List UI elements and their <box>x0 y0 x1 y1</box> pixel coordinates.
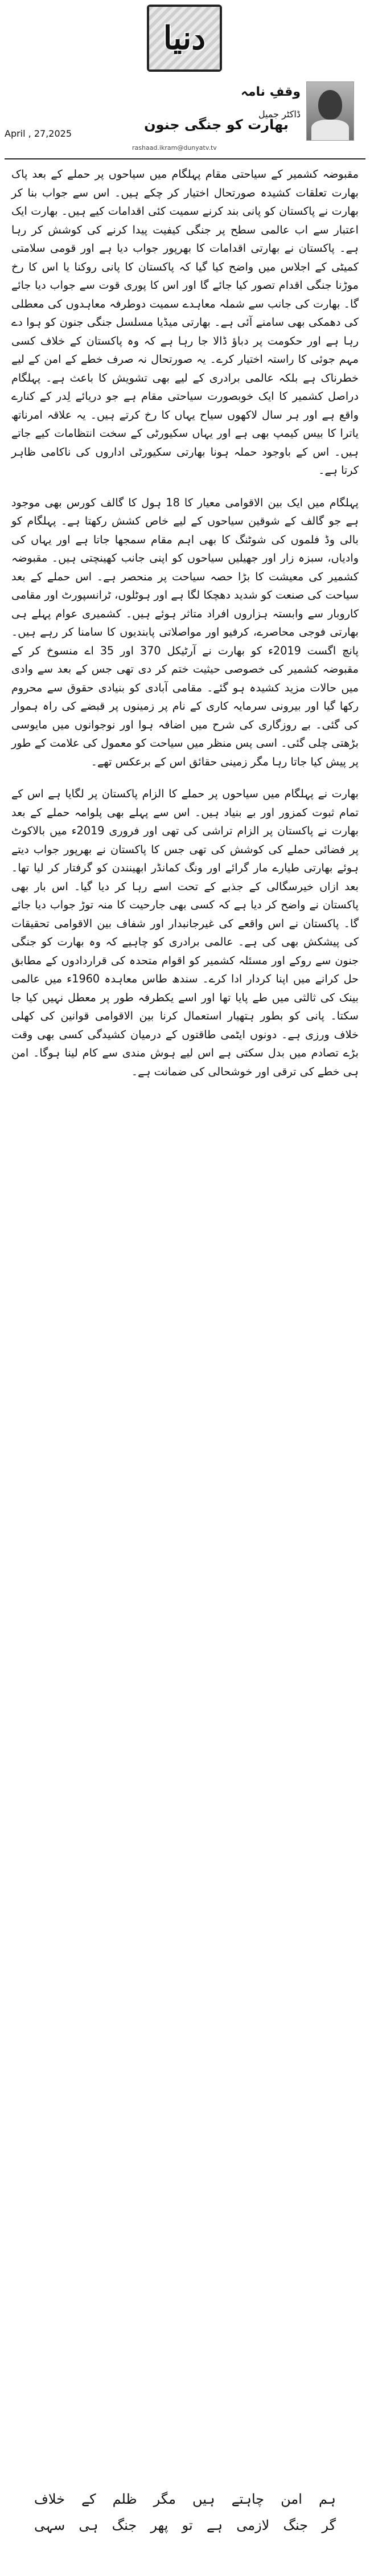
column-header <box>0 77 370 157</box>
author-body <box>311 120 349 140</box>
column-name: وقفِ نامہ <box>241 85 301 99</box>
article-paragraph: مقبوضہ کشمیر کے سیاحتی مقام پہلگام میں سیاحوں پر حملے کے بعد پاک بھارت تعلقات کشیدہ صورتحال اختیار کر چکے ہیں۔ اس سے جواب بنا کر بھارت نے پاکستان کو پانی بند کرنے سمیت کئی اقدامات کیے ہیں۔ بھارت ایک اعتبار سے اب عالمی سطح پر جنگی کیفیت پیدا کرنے کی کوشش کر رہا ہے۔ پاکستان نے بھارتی اقدامات کا بھرپور جواب دیا ہے اور قومی سلامتی کمیٹی کے اجلاس میں واضح کیا گیا کہ پاکستان کا پانی روکنا یا اس کا رخ موڑنا جنگی اقدام تصور کیا جائے گا اور اس کا پوری قوت سے جواب دیا جائے گا۔ بھارت کی جانب سے شملہ معاہدے سمیت دوطرفہ معاہدوں کی معطلی کی دھمکی بھی سامنے آئی ہے۔ بھارتی میڈیا مسلسل جنگی جنون کو ہوا دے رہا ہے اور حکومت پر دباؤ ڈالا جا رہا ہے کہ وہ پاکستان کے خلاف کسی مہم جوئی کا راستہ اختیار کرے۔ یہ صورتحال نہ صرف خطے کے امن کے لیے خطرناک ہے بلکہ عالمی برادری کے لیے بھی تشویش کا باعث ہے۔ پہلگام دراصل کشمیر کا ایک خوبصورت سیاحتی مقام ہے جو دریائے لِدر کے کنارے واقع ہے اور ہر سال لاکھوں سیاح یہاں کا رخ کرتے ہیں۔ یہ علاقہ امرناتھ یاترا کا بیس کیمپ بھی ہے اور یہاں سکیورٹی کے سخت انتظامات کیے جاتے ہیں۔ اس کے باوجود حملہ ہونا بھارتی سکیورٹی اداروں کی ناکامی ظاہر کرتا ہے۔ <box>11 167 359 477</box>
author-name: ڈاکٹر جمیل <box>258 109 301 120</box>
closing-poem <box>34 2486 336 2538</box>
author-face <box>318 90 342 120</box>
author-email[interactable]: rashaad.ikram@dunyatv.tv <box>132 144 217 151</box>
article-body <box>11 165 359 1095</box>
logo-text: دنیا <box>163 19 206 57</box>
header-divider <box>5 158 365 159</box>
publish-date: April , 27,2025 <box>5 128 72 139</box>
logo-background <box>149 7 220 69</box>
author-photo <box>306 81 354 141</box>
article-paragraph: پہلگام میں ایک بین الاقوامی معیار کا 18 ہول کا گالف کورس بھی موجود ہے جو گالف کے شوقین سیاحوں کے لیے خاص کشش رکھتا ہے۔ پہلگام کو بالی وڈ فلموں کی شوٹنگ کا بھی اہم مقام سمجھا جاتا ہے اور یہاں کی وادیاں، سبزہ زار اور جھیلیں سیاحوں کو اپنی جانب کھینچتی ہیں۔ مقبوضہ کشمیر کی معیشت کا بڑا حصہ سیاحت پر منحصر ہے۔ اس حملے کے بعد سیاحت کی صنعت کو شدید دھچکا لگا ہے اور ہوٹلوں، ٹرانسپورٹ اور مقامی کاروبار سے وابستہ ہزاروں افراد متاثر ہوئے ہیں۔ کشمیری عوام پہلے ہی بھارتی فوجی محاصرے، کرفیو اور مواصلاتی پابندیوں کا سامنا کر رہے ہیں۔ پانچ اگست 2019ء کو بھارت نے آرٹیکل 370 اور 35 اے منسوخ کر کے مقبوضہ کشمیر کی خصوصی حیثیت ختم کر دی تھی جس کے بعد سے وادی میں حالات مزید کشیدہ ہو گئے۔ مقامی آبادی کو بنیادی حقوق سے محروم رکھا گیا اور بیرونی سرمایہ کاری کے نام پر زمینوں پر قبضے کی راہ ہموار کی گئی۔ بے روزگاری کی شرح میں اضافہ ہوا اور نوجوانوں میں مایوسی بڑھتی چلی گئی۔ اسی پس منظر میں سیاحت کو معمول کی علامت کے طور پر پیش کیا جاتا رہا مگر زمینی حقائق اس کے برعکس تھے۔ <box>11 495 359 768</box>
article-headline: بھارت کو جنگی جنون <box>144 117 289 133</box>
poem-line: گر جنگ لازمی ہے تو پھر جنگ ہی سہی <box>34 2517 336 2533</box>
article-paragraph: بھارت نے پہلگام میں سیاحوں پر حملے کا الزام پاکستان پر لگایا ہے اس کے تمام ثبوت کمزور اور بے بنیاد ہیں۔ اس سے پہلے بھی پلوامہ حملے کے بعد بھارت نے پاکستان پر الزام تراشی کی تھی اور فروری 2019ء میں بالاکوٹ پر فضائی حملے کی کوشش کی تھی جس کا پاکستان نے بھرپور جواب دیتے ہوئے بھارتی طیارے مار گرائے اور ونگ کمانڈر ابھینندن کو گرفتار کر لیا تھا۔ بعد ازاں خیرسگالی کے جذبے کے تحت اسے رہا کر دیا گیا۔ اس بار بھی پاکستان نے واضح کر دیا ہے کہ کسی بھی جارحیت کا منہ توڑ جواب دیا جائے گا۔ پاکستان نے اس واقعے کی غیرجانبدار اور شفاف بین الاقوامی تحقیقات کی پیشکش بھی کی ہے۔ عالمی برادری کو چاہیے کہ وہ بھارت کو جنگی جنون سے روکے اور مسئلہ کشمیر کو اقوام متحدہ کی قراردادوں کے مطابق حل کرانے میں اپنا کردار ادا کرے۔ سندھ طاس معاہدہ 1960ء میں عالمی بینک کی ثالثی میں طے پایا تھا اور اسے یکطرفہ طور پر معطل نہیں کیا جا سکتا۔ پانی کو بطور ہتھیار استعمال کرنا بین الاقوامی قوانین کی کھلی خلاف ورزی ہے۔ دونوں ایٹمی طاقتوں کے درمیان کشیدگی کسی بھی وقت بڑے تصادم میں بدل سکتی ہے اس لیے ہوش مندی سے کام لینا ہوگا۔ امن ہی خطے کی ترقی اور خوشحالی کی ضمانت ہے۔ <box>11 787 359 1078</box>
newspaper-logo <box>147 5 222 72</box>
poem-line: ہم امن چاہتے ہیں مگر ظلم کے خلاف <box>34 2491 336 2507</box>
